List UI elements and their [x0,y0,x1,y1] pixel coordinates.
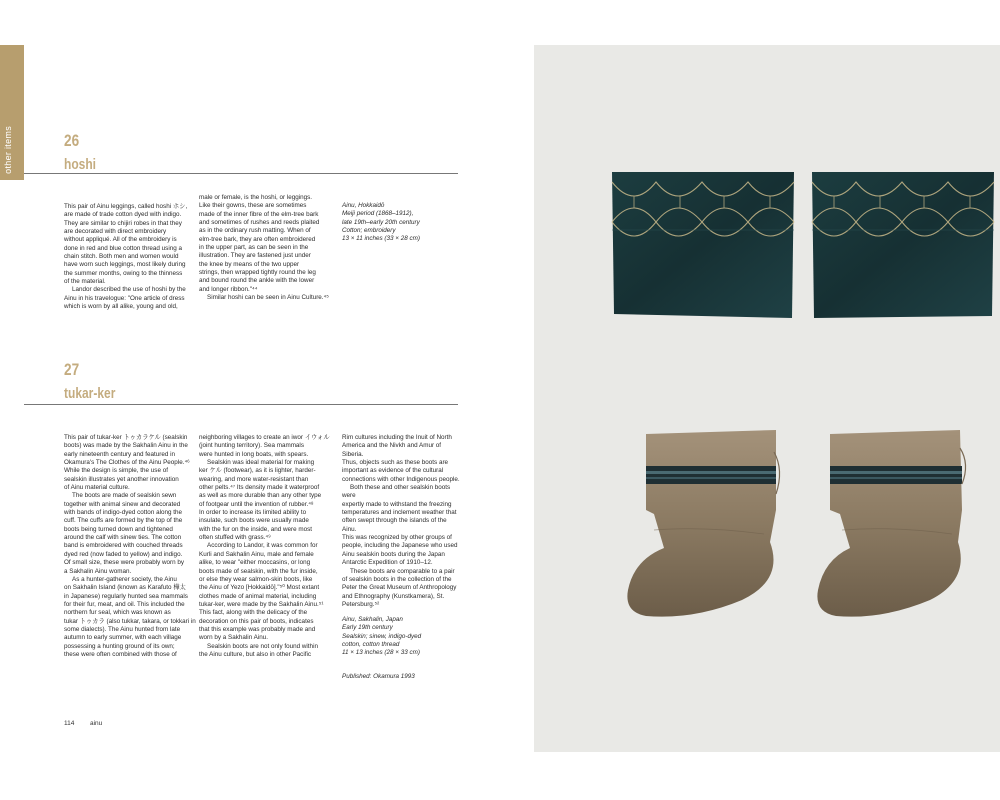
text-line: a Sakhalin Ainu woman. [64,567,132,575]
text-line: temperatures and inclement weather that [342,509,457,517]
right-page-plate [534,45,1000,752]
text-line: boots being turned down and tightened [64,525,173,533]
text-line: elm-tree bark, they are often embroidered [199,235,316,243]
text-line: This pair of Ainu leggings, called hoshi ホシ, [64,203,188,210]
text-line: late 19th–early 20th century [342,218,420,226]
text-line: Landor described the use of hoshi by the [72,286,186,294]
text-line: for their fur, meat, and oil. This included the [64,600,185,608]
text-line: According to Landor, it was common for [207,542,318,550]
item-27-published: Published: Okamura 1993 [342,673,415,680]
item-27-number: 27 [64,360,80,379]
text-line: They are similar to chijiri robes in that they [64,219,182,227]
text-line: alike, to wear "either moccasins, or long [199,559,311,567]
text-line: Peter the Great Museum of Anthropology [342,584,457,592]
text-line: often swept through the islands of the Ainu. [342,517,447,533]
text-line: wearing, and more water-resistant than [199,475,309,483]
item-27-text-col1 [64,434,198,659]
text-line: Sealskin was ideal material for making [207,459,315,467]
text-line: together with animal sinew and decorated [64,500,181,508]
text-line: early nineteenth century and featured in [64,450,175,458]
page-number: 114 [64,720,75,727]
item-27-text-col2 [199,434,337,659]
text-line: tukar-ker, were made by the Sakhalin Ainu.⁵¹ [199,600,324,608]
text-line: Early 19th century [342,624,393,632]
text-line: cuff. The cuffs are formed by the top of the [64,517,183,525]
text-line: strings, then wrapped tightly round the leg [199,269,316,277]
text-line: decoration on this pair of boots, indicates [199,617,314,625]
text-line: of Ainu material culture. [64,484,130,492]
text-line: in the upper part, as can be seen in the [199,244,309,252]
text-line: other pelts.⁴⁷ Its density made it waterproof [199,484,320,492]
item-26-text-col1 [64,203,194,311]
text-line: northern fur seal, which was known as [64,609,171,617]
text-line: the Ainu culture, but also in other Pacific [199,650,312,658]
text-line: of footgear until the invention of rubber.⁴⁸ [199,500,314,508]
text-line: Like their gowns, these are sometimes [199,202,307,210]
text-line: important as evidence of the cultural [342,467,444,475]
text-line: as well as more durable than any other type [199,492,322,500]
running-head: ainu [90,720,103,727]
text-line: and Ethnography (Kunstkamera), St. [342,592,445,600]
text-line: on Sakhalin Island (known as Karafuto 樺太 [64,584,186,592]
text-line: or else they wear salmon-skin boots, like [199,575,313,583]
text-line: Both these and other sealskin boots were [342,484,451,500]
text-line: Petersburg.⁵² [342,600,380,608]
text-line: Ainu, Sakhalin, Japan [342,616,403,623]
item-27-text-col3 [342,434,462,609]
text-line: Ainu, Hokkaidō [342,202,385,209]
text-line: As a hunter-gatherer society, the Ainu [72,575,177,583]
text-line: boots made of sealskin, with the fur inside, [199,567,318,575]
text-line: Meiji period (1868–1912), [342,210,414,218]
text-line: possessing a hunting ground of its own; [64,642,175,650]
text-line: The boots are made of sealskin sewn [72,492,177,500]
text-line: Cotton; embroidery [342,227,396,235]
item-26-caption [342,202,462,244]
boot-right-image [814,430,984,625]
text-line: Okamura's The Clothes of the Ainu People.⁴⁶ [64,459,190,467]
text-line: of the material. [64,278,106,286]
text-line: often stuffed with grass.⁴⁹ [199,534,271,542]
item-26-rule [24,173,458,174]
text-line: While the design is simple, the use of [64,467,168,475]
text-line: male or female, is the hoshi, or leggings. [199,194,313,201]
boot-left-image [624,430,794,625]
text-line: illustration. They are fastened just under [199,252,311,260]
text-line: that this example was probably made and [199,625,316,633]
text-line: in Japanese) regularly hunted sea mammals [64,592,188,600]
text-line: (joint hunting territory). Sea mammals [199,442,304,450]
text-line: which is worn by all alike, young and old, [64,303,178,311]
item-27-caption [342,616,462,658]
item-27-title: tukar-ker [64,385,116,402]
text-line: In order to increase its limited ability to [199,509,307,517]
text-line: of sealskin boots in the collection of the [342,575,452,583]
text-line: Thus, objects such as these boots are [342,459,449,467]
text-line: and longer ribbon."⁴⁴ [199,285,258,293]
text-line: the summer months, owing to the thinness [64,269,183,277]
text-line: connections with other Indigenous people. [342,475,460,483]
text-line: insulate, such boots were usually made [199,517,309,525]
text-line: have worn such leggings, most likely during [64,261,186,269]
text-line: chain stitch. Both men and women would [64,253,179,261]
text-line: This was recognized by other groups of [342,534,452,542]
text-line: Sealskin boots are not only found within [207,642,318,650]
text-line: with the fur on the inside, and were most [199,525,313,533]
item-26-number: 26 [64,131,80,150]
text-line: Rim cultures including the Inuit of North [342,434,452,441]
text-line: these were often combined with those of [64,650,177,658]
text-line: cotton, cotton thread [342,641,400,649]
text-line: around the calf with sinew ties. The cotton [64,534,182,542]
legging-left-image [610,170,796,320]
text-line: are made of trade cotton dyed with indigo. [64,211,182,219]
text-line: autumn to early summer, with each village [64,634,182,642]
text-line: Of small size, these were probably worn by [64,559,185,567]
text-line: as in the ordinary rush matting. When of [199,227,311,235]
text-line: with bands of indigo-dyed cotton along the [64,509,182,517]
text-line: 13 × 11 inches (33 × 28 cm) [342,235,420,243]
text-line: America and the Nivkh and Amur of Siberia. [342,442,442,458]
text-line: were hunted in long boats, with spears. [199,450,309,458]
text-line: boots) was made by the Sakhalin Ainu in the [64,442,188,450]
text-line: This fact, along with the delicacy of the [199,609,308,617]
text-line: sealskin illustrates yet another innovation [64,475,179,483]
text-line: dyed red (now faded to yellow) and indigo. [64,550,183,558]
text-line: are decorated with direct embroidery [64,228,167,236]
text-line: expertly made to withstand the freezing [342,500,452,508]
section-tab-label: other items [3,126,13,174]
text-line: neighboring villages to create an iwor イウォル [199,434,330,441]
text-line: some dialects). The Ainu hunted from late [64,625,181,633]
text-line: Ainu sealskin boots during the Japan [342,550,445,558]
text-line: Sealskin; sinew, indigo-dyed [342,632,422,640]
section-tab [0,45,24,180]
item-26-title: hoshi [64,156,96,173]
legging-right-image [810,170,996,320]
text-line: the Ainu of Yezo [Hokkaidō]."⁵⁰ Most extant [199,584,320,592]
text-line: Kurli and Sakhalin Ainu, male and female [199,550,314,558]
left-page [0,45,534,752]
text-line: without appliqué. All of the embroidery is [64,236,177,244]
text-line: This pair of tukar-ker トゥカラケル (sealskin [64,434,188,441]
text-line: and bound round the ankle with the lower [199,277,315,285]
item-26-text-col2 [199,194,333,302]
text-line: the knee by means of the two upper [199,260,300,268]
text-line: Antarctic Expedition of 1910–12. [342,559,433,567]
text-line: made of the inner fibre of the elm-tree bark [199,210,319,218]
text-line: Ainu in his travelogue: "One article of dress [64,294,185,302]
text-line: done in red and blue cotton thread using a [64,244,182,252]
text-line: 11 × 13 inches (28 × 33 cm) [342,649,420,657]
text-line: band is embroidered with couched threads [64,542,183,550]
text-line: These boots are comparable to a pair [350,567,455,575]
item-27-rule [24,404,458,405]
text-line: tukar トゥカラ (also tukkar, takara, or tokkari in [64,617,196,625]
text-line: Similar hoshi can be seen in Ainu Culture.⁴⁵ [207,294,329,302]
text-line: clothes made of animal material, including [199,592,317,600]
text-line: ker ケル (footwear), as it is lighter, harder- [199,467,316,475]
text-line: and sometimes of rushes and reeds plaited [199,219,320,227]
text-line: worn by a Sakhalin Ainu. [199,634,268,642]
text-line: people, including the Japanese who used [342,542,458,550]
